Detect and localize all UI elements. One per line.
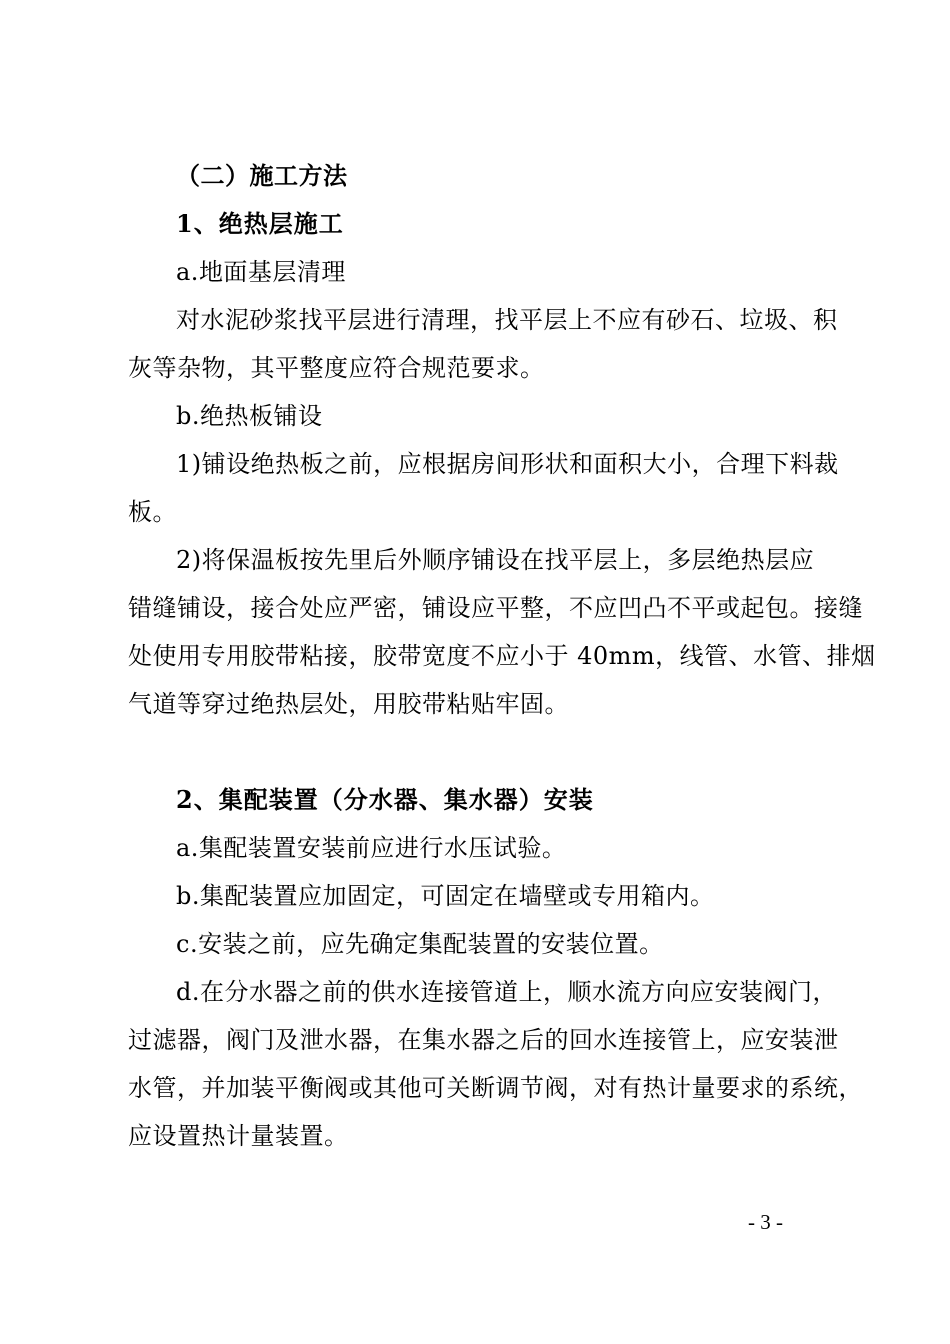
paragraph-line: 对水泥砂浆找平层进行清理，找平层上不应有砂石、垃圾、积: [176, 306, 838, 334]
subsection-b-label: b.绝热板铺设: [176, 402, 323, 430]
paragraph-line: 错缝铺设，接合处应严密，铺设应平整，不应凹凸不平或起包。接缝: [128, 594, 863, 622]
paragraph-line: d.在分水器之前的供水连接管道上，顺水流方向应安装阀门，: [176, 978, 837, 1006]
list-item: b.集配装置应加固定，可固定在墙壁或专用箱内。: [176, 882, 715, 910]
paragraph-line: 2)将保温板按先里后外顺序铺设在找平层上，多层绝热层应: [176, 546, 815, 574]
paragraph-line: 气道等穿过绝热层处，用胶带粘贴牢固。: [128, 690, 569, 718]
list-item: a.集配装置安装前应进行水压试验。: [176, 834, 567, 862]
paragraph-line: 过滤器，阀门及泄水器，在集水器之后的回水连接管上，应安装泄: [128, 1026, 839, 1054]
section-2-title: 2、集配装置（分水器、集水器）安装: [176, 785, 594, 814]
subsection-a-label: a.地面基层清理: [176, 258, 346, 286]
paragraph-line: 板。: [128, 498, 177, 526]
blank-gap: [128, 728, 854, 776]
paragraph-line: 水管，并加装平衡阀或其他可关断调节阀，对有热计量要求的系统，: [128, 1074, 863, 1102]
paragraph-line: 应设置热计量装置。: [128, 1122, 349, 1150]
paragraph-line: 1)铺设绝热板之前，应根据房间形状和面积大小，合理下料裁: [176, 450, 839, 478]
paragraph-line: 灰等杂物，其平整度应符合规范要求。: [128, 354, 545, 382]
section-1-title: 1、绝热层施工: [176, 209, 344, 238]
page-number: - 3 -: [748, 1210, 783, 1234]
page-content: [128, 152, 876, 1160]
heading-construction-method: （二）施工方法: [176, 161, 348, 190]
list-item: c.安装之前，应先确定集配装置的安装位置。: [176, 930, 664, 958]
paragraph-line: 处使用专用胶带粘接，胶带宽度不应小于 40mm，线管、水管、排烟: [128, 642, 876, 670]
